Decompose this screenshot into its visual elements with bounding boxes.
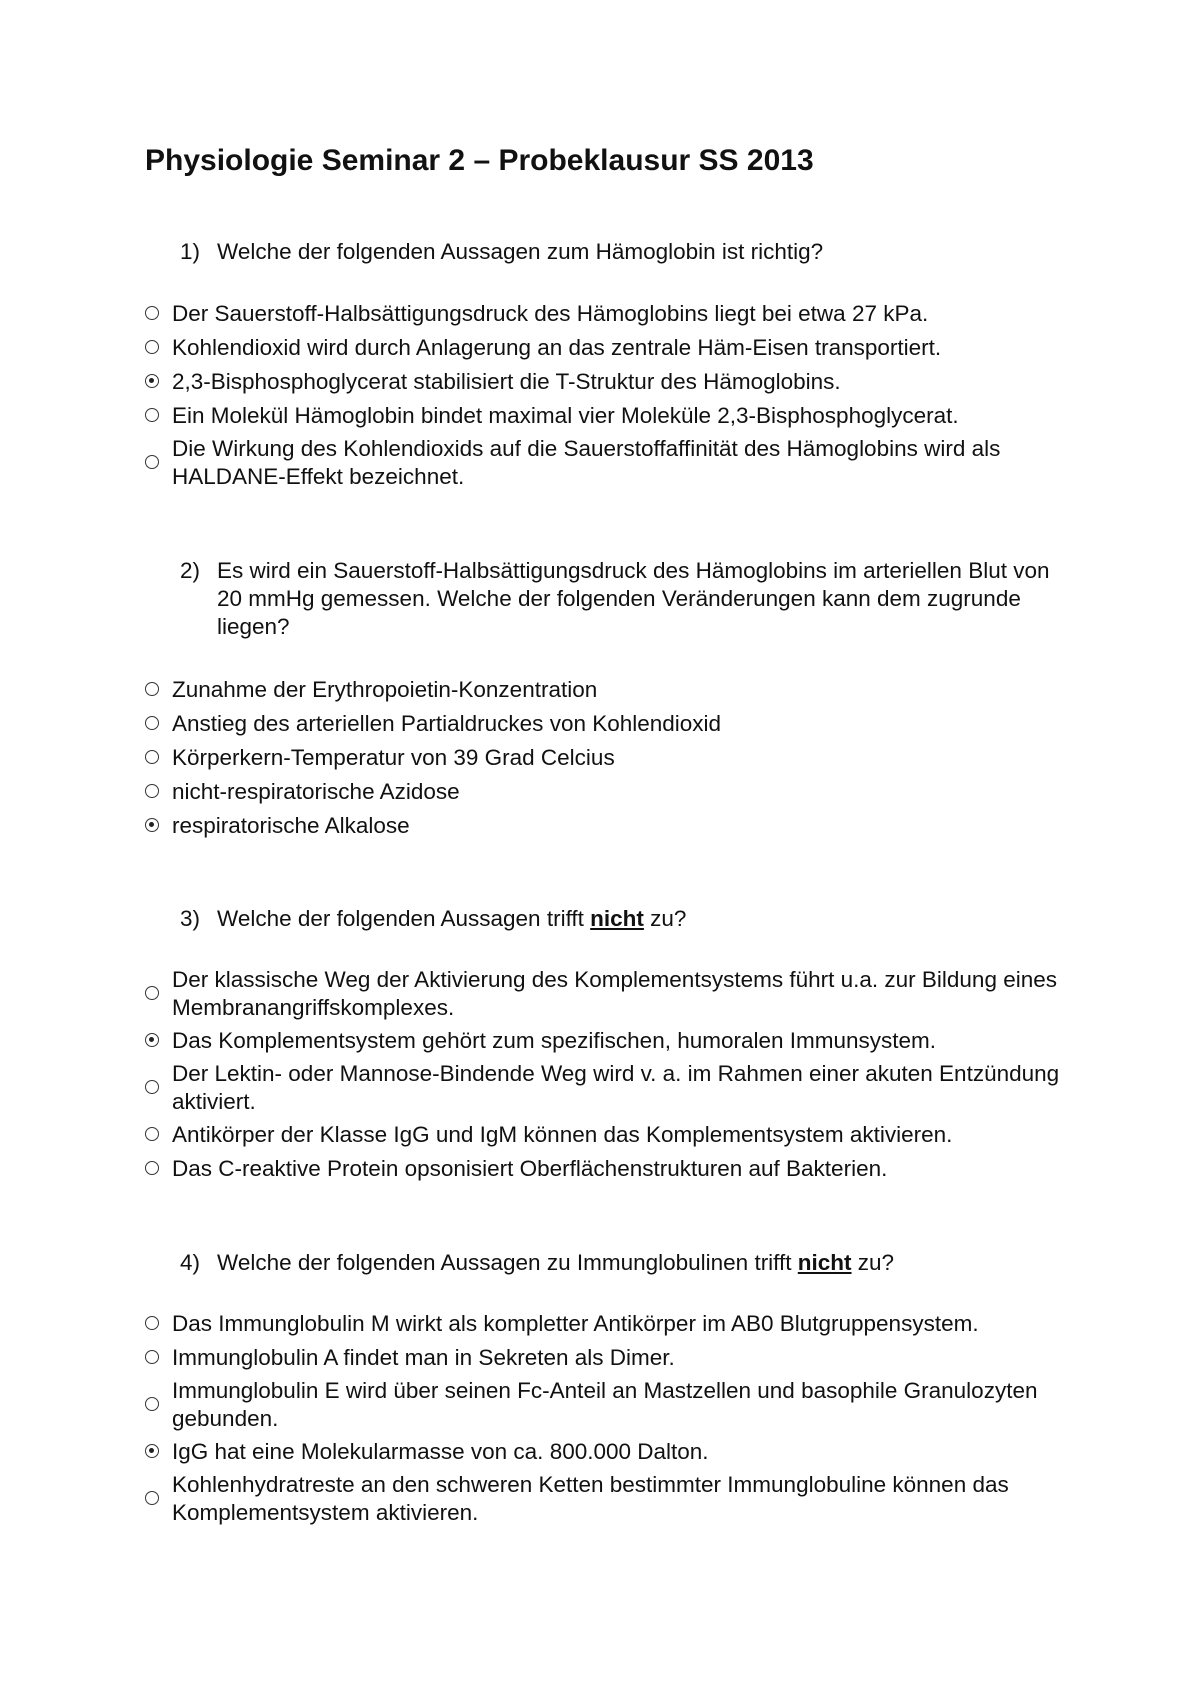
- answer-option[interactable]: [145, 1341, 1085, 1375]
- question-text: Es wird ein Sauerstoff-Halbsättigungsdruck des Hämoglobins im arteriellen Blut von 20 mmHg gemessen. Welche der folgenden Veränderungen kann dem zugrunde liegen?: [217, 558, 1050, 639]
- page-title: Physiologie Seminar 2 – Probeklausur SS 2013: [145, 144, 814, 177]
- answer-text: Das Komplementsystem gehört zum spezifischen, humoralen Immunsystem.: [172, 1028, 937, 1053]
- answer-option[interactable]: [145, 1469, 1085, 1529]
- radio-button-icon[interactable]: [145, 455, 159, 469]
- question-number: 3): [180, 906, 201, 931]
- question-4-options: [145, 1307, 1085, 1529]
- answer-option[interactable]: [145, 1375, 1085, 1435]
- question-number: 4): [180, 1250, 201, 1275]
- answer-option[interactable]: [145, 331, 1085, 365]
- answer-text: Zunahme der Erythropoietin-Konzentration: [172, 677, 598, 702]
- answer-option[interactable]: [145, 707, 1085, 741]
- answer-option[interactable]: [145, 964, 1085, 1024]
- answer-text: IgG hat eine Molekularmasse von ca. 800.000 Dalton.: [172, 1439, 709, 1464]
- answer-option[interactable]: [145, 433, 1085, 493]
- answer-text: respiratorische Alkalose: [172, 813, 410, 838]
- answer-text: Anstieg des arteriellen Partialdruckes von Kohlendioxid: [172, 711, 722, 736]
- answer-text: nicht-respiratorische Azidose: [172, 779, 460, 804]
- radio-button-selected-icon[interactable]: [145, 818, 159, 832]
- answer-text: Der Sauerstoff-Halbsättigungsdruck des Hämoglobins liegt bei etwa 27 kPa.: [172, 301, 929, 326]
- answer-text: 2,3-Bisphosphoglycerat stabilisiert die T-Struktur des Hämoglobins.: [172, 369, 841, 394]
- radio-button-icon[interactable]: [145, 340, 159, 354]
- answer-text: Ein Molekül Hämoglobin bindet maximal vier Moleküle 2,3-Bisphosphoglycerat.: [172, 403, 959, 428]
- radio-button-icon[interactable]: [145, 1397, 159, 1411]
- answer-text: Das Immunglobulin M wirkt als kompletter Antikörper im AB0 Blutgruppensystem.: [172, 1311, 979, 1336]
- answer-option[interactable]: [145, 775, 1085, 809]
- question-number: 2): [180, 558, 201, 583]
- radio-button-icon[interactable]: [145, 750, 159, 764]
- answer-text: Der klassische Weg der Aktivierung des Komplementsystems führt u.a. zur Bildung eines Membranangriffskomplexes.: [172, 967, 1057, 1020]
- answer-text: Kohlendioxid wird durch Anlagerung an das zentrale Häm-Eisen transportiert.: [172, 335, 942, 360]
- answer-option[interactable]: [145, 1152, 1085, 1186]
- answer-option[interactable]: [145, 399, 1085, 433]
- answer-option[interactable]: [145, 1024, 1085, 1058]
- question-3: [180, 905, 1060, 933]
- emphasis-nicht: nicht: [797, 1250, 852, 1275]
- radio-button-icon[interactable]: [145, 408, 159, 422]
- question-1-options: [145, 297, 1085, 493]
- answer-text: Immunglobulin E wird über seinen Fc-Anteil an Mastzellen und basophile Granulozyten gebunden.: [172, 1378, 1038, 1431]
- radio-button-icon[interactable]: [145, 1161, 159, 1175]
- answer-option[interactable]: [145, 1118, 1085, 1152]
- answer-text: Körperkern-Temperatur von 39 Grad Celcius: [172, 745, 615, 770]
- radio-button-selected-icon[interactable]: [145, 374, 159, 388]
- radio-button-icon[interactable]: [145, 986, 159, 1000]
- radio-button-icon[interactable]: [145, 1316, 159, 1330]
- radio-button-selected-icon[interactable]: [145, 1033, 159, 1047]
- question-text: Welche der folgenden Aussagen trifft nicht zu?: [217, 906, 687, 931]
- answer-option[interactable]: [145, 297, 1085, 331]
- question-number: 1): [180, 239, 201, 264]
- question-2-options: [145, 673, 1085, 843]
- answer-option[interactable]: [145, 1435, 1085, 1469]
- question-text: Welche der folgenden Aussagen zu Immunglobulinen trifft nicht zu?: [217, 1250, 895, 1275]
- answer-text: Immunglobulin A findet man in Sekreten als Dimer.: [172, 1345, 675, 1370]
- radio-button-icon[interactable]: [145, 784, 159, 798]
- radio-button-icon[interactable]: [145, 1491, 159, 1505]
- radio-button-icon[interactable]: [145, 1350, 159, 1364]
- question-3-options: [145, 964, 1085, 1186]
- radio-button-icon[interactable]: [145, 1127, 159, 1141]
- answer-text: Kohlenhydratreste an den schweren Ketten bestimmter Immunglobuline können das Komplementsystem aktivieren.: [172, 1472, 1009, 1525]
- answer-option[interactable]: [145, 673, 1085, 707]
- radio-button-icon[interactable]: [145, 1080, 159, 1094]
- emphasis-nicht: nicht: [590, 906, 644, 931]
- answer-option[interactable]: [145, 1307, 1085, 1341]
- answer-text: Die Wirkung des Kohlendioxids auf die Sauerstoffaffinität des Hämoglobins wird als HALDANE-Effekt bezeichnet.: [172, 436, 1001, 489]
- answer-text: Das C-reaktive Protein opsonisiert Oberflächenstrukturen auf Bakterien.: [172, 1156, 888, 1181]
- question-text: Welche der folgenden Aussagen zum Hämoglobin ist richtig?: [217, 239, 824, 264]
- radio-button-icon[interactable]: [145, 716, 159, 730]
- radio-button-icon[interactable]: [145, 682, 159, 696]
- radio-button-selected-icon[interactable]: [145, 1444, 159, 1458]
- radio-button-icon[interactable]: [145, 306, 159, 320]
- answer-option[interactable]: [145, 1058, 1085, 1118]
- answer-text: Antikörper der Klasse IgG und IgM können das Komplementsystem aktivieren.: [172, 1122, 953, 1147]
- question-1: [180, 238, 1060, 266]
- answer-option[interactable]: [145, 809, 1085, 843]
- answer-option[interactable]: [145, 741, 1085, 775]
- answer-option[interactable]: [145, 365, 1085, 399]
- question-4: [180, 1249, 1060, 1277]
- question-2: [180, 557, 1060, 641]
- answer-text: Der Lektin- oder Mannose-Bindende Weg wird v. a. im Rahmen einer akuten Entzündung aktiviert.: [172, 1061, 1060, 1114]
